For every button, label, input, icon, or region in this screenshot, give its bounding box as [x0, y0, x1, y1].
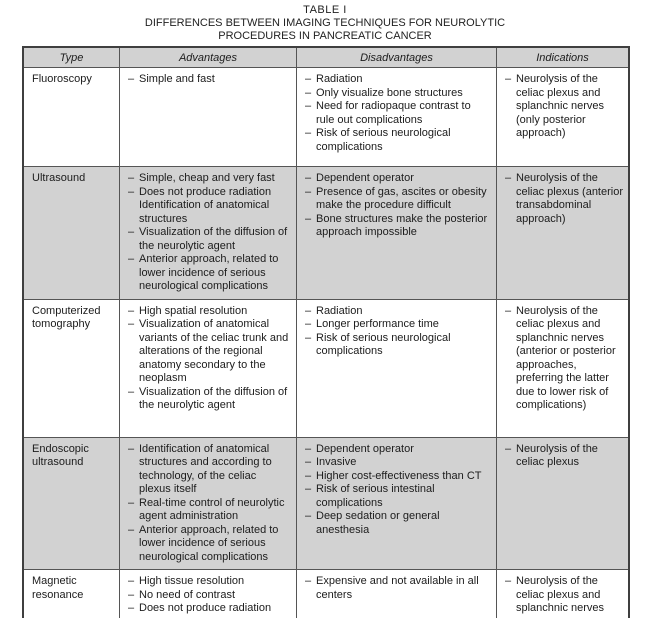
bullet-item: [305, 186, 491, 213]
bullet-dash: –: [128, 172, 135, 184]
bullet-item: [128, 575, 291, 589]
bullet-text: Deep sedation or general anesthesia: [316, 510, 440, 536]
table-title-line1: DIFFERENCES BETWEEN IMAGING TECHNIQUES FOR NEUROLYTIC: [144, 17, 506, 29]
bullet-text: High tissue resolution: [139, 575, 245, 587]
bullet-text: Visualization of the diffusion of the neurolytic agent: [139, 226, 288, 252]
bullet-dash: –: [305, 510, 312, 522]
column-header-advantages: Advantages: [120, 48, 297, 67]
bullet-dash: –: [505, 73, 512, 85]
bullet-text: Neurolysis of the celiac plexus and splanchnic nerves (anterior or posterior approaches, preferring the latter due to lower risk of complications): [516, 304, 616, 411]
table-row: [24, 166, 628, 299]
cell-advantages: [120, 300, 297, 437]
table-caption: [0, 0, 650, 43]
bullet-text: Identification of anatomical structures and according to technology, of the celiac plexus itself: [139, 442, 272, 495]
bullet-dash: –: [128, 588, 135, 601]
bullet-item: [128, 226, 291, 253]
bullet-dash: –: [305, 172, 312, 184]
bullet-text: Anterior approach, related to lower incidence of serious neurological complications: [139, 253, 279, 292]
cell-disadvantages: [297, 300, 497, 437]
cell-disadvantages: [297, 167, 497, 299]
bullet-dash: –: [305, 86, 312, 99]
bullet-dash: –: [128, 185, 135, 198]
comparison-table: [22, 46, 630, 618]
cell-advantages: [120, 438, 297, 570]
bullet-text: Bone structures make the posterior approach impossible: [316, 212, 488, 238]
column-header-disadvantages: Disadvantages: [297, 48, 497, 67]
bullet-item: [128, 386, 291, 413]
bullet-item: [128, 253, 291, 294]
bullet-text: Risk of serious intestinal complications: [316, 483, 435, 509]
bullet-item: [128, 602, 291, 616]
bullet-text: Neurolysis of the celiac plexus and splanchnic nerves (only posterior approach): [516, 73, 605, 139]
bullet-text: Neurolysis of the celiac plexus and splanchnic nerves: [516, 575, 605, 614]
bullet-item: [128, 73, 291, 87]
bullet-item: [128, 524, 291, 565]
bullet-dash: –: [305, 469, 312, 482]
bullet-item: [305, 172, 491, 186]
bullet-dash: –: [128, 442, 135, 455]
bullet-dash: –: [128, 73, 135, 85]
bullet-dash: –: [305, 73, 312, 85]
bullet-text: Dependent operator: [316, 442, 414, 455]
bullet-text: Visualization of the diffusion of the neurolytic agent: [139, 385, 288, 411]
bullet-text: Does not produce radiation Identification of anatomical structures: [139, 185, 272, 225]
bullet-item: [305, 87, 491, 101]
bullet-text: Presence of gas, ascites or obesity make the procedure difficult: [316, 185, 487, 211]
bullet-text: Anterior approach, related to lower incidence of serious neurological complications: [139, 523, 279, 563]
bullet-dash: –: [128, 385, 135, 398]
cell-indications: [497, 570, 628, 618]
bullet-item: [305, 470, 491, 484]
bullet-dash: –: [128, 523, 135, 536]
cell-type: Computerized tomography: [24, 300, 120, 437]
bullet-text: Radiation: [316, 73, 363, 85]
table-row: [24, 437, 628, 570]
bullet-item: [305, 332, 491, 359]
bullet-text: Neurolysis of the celiac plexus (anterior transabdominal approach): [516, 172, 623, 225]
table-row: [24, 569, 628, 618]
bullet-text: Does not produce radiation: [139, 602, 272, 614]
bullet-item: [305, 575, 491, 602]
bullet-item: [305, 510, 491, 537]
table-body: [24, 68, 628, 618]
bullet-dash: –: [305, 100, 312, 112]
cell-type: Endoscopic ultrasound: [24, 438, 120, 570]
cell-type: Fluoroscopy: [24, 68, 120, 166]
bullet-item: [305, 100, 491, 127]
bullet-item: [305, 443, 491, 457]
bullet-dash: –: [128, 602, 135, 614]
bullet-text: Risk of serious neurological complications: [316, 127, 451, 153]
bullet-text: Longer performance time: [316, 318, 439, 330]
bullet-dash: –: [305, 483, 312, 495]
cell-type: Magnetic resonance: [24, 570, 120, 618]
bullet-dash: –: [505, 304, 512, 317]
bullet-dash: –: [128, 226, 135, 238]
bullet-dash: –: [305, 318, 312, 330]
bullet-item: [505, 305, 623, 413]
bullet-dash: –: [128, 318, 135, 330]
bullet-item: [505, 73, 623, 141]
bullet-dash: –: [305, 575, 312, 587]
table-number: TABLE I: [303, 4, 347, 16]
bullet-dash: –: [128, 253, 135, 265]
cell-disadvantages: [297, 570, 497, 618]
bullet-text: Risk of serious neurological complications: [316, 331, 451, 357]
bullet-item: [128, 443, 291, 497]
cell-advantages: [120, 570, 297, 618]
table-title-line2: PROCEDURES IN PANCREATIC CANCER: [218, 30, 432, 42]
bullet-text: No need of contrast: [139, 588, 236, 601]
cell-indications: [497, 167, 628, 299]
table-row: [24, 68, 628, 166]
bullet-dash: –: [305, 127, 312, 139]
bullet-dash: –: [305, 212, 312, 225]
column-header-type: Type: [24, 48, 120, 67]
bullet-item: [128, 497, 291, 524]
cell-indications: [497, 68, 628, 166]
cell-advantages: [120, 167, 297, 299]
column-header-indications: Indications: [536, 51, 589, 64]
table-header-row: [24, 48, 628, 68]
bullet-text: Need for radiopaque contrast to rule out complications: [316, 100, 471, 126]
bullet-text: Radiation: [316, 304, 363, 317]
bullet-dash: –: [128, 575, 135, 587]
bullet-item: [128, 318, 291, 386]
bullet-item: [505, 443, 623, 470]
bullet-text: Invasive: [316, 456, 357, 468]
bullet-item: [128, 186, 291, 227]
bullet-item: [305, 456, 491, 470]
bullet-item: [505, 172, 623, 226]
cell-indications: [497, 300, 628, 437]
bullet-text: Simple, cheap and very fast: [139, 172, 275, 184]
bullet-text: Dependent operator: [316, 172, 414, 184]
bullet-dash: –: [505, 575, 512, 587]
bullet-item: [305, 213, 491, 240]
bullet-dash: –: [128, 496, 135, 509]
bullet-dash: –: [305, 185, 312, 198]
bullet-text: Visualization of anatomical variants of the celiac trunk and alterations of the regional anatomy secondary to the neoplasm: [139, 318, 289, 384]
cell-disadvantages: [297, 438, 497, 570]
cell-type: Ultrasound: [24, 167, 120, 299]
bullet-text: Simple and fast: [139, 73, 215, 85]
bullet-item: [505, 575, 623, 616]
bullet-dash: –: [305, 442, 312, 455]
bullet-item: [128, 305, 291, 319]
bullet-text: Only visualize bone structures: [316, 86, 463, 99]
cell-advantages: [120, 68, 297, 166]
bullet-dash: –: [305, 331, 312, 344]
bullet-text: Neurolysis of the celiac plexus: [516, 442, 598, 468]
bullet-text: Real-time control of neurolytic agent administration: [139, 496, 285, 522]
bullet-item: [128, 172, 291, 186]
cell-indications: [497, 438, 628, 570]
cell-disadvantages: [297, 68, 497, 166]
bullet-dash: –: [305, 456, 312, 468]
bullet-dash: –: [128, 304, 135, 317]
bullet-text: High spatial resolution: [139, 304, 248, 317]
bullet-item: [305, 305, 491, 319]
table-row: [24, 299, 628, 437]
bullet-item: [128, 589, 291, 603]
bullet-item: [305, 73, 491, 87]
bullet-item: [305, 318, 491, 332]
bullet-dash: –: [505, 442, 512, 455]
bullet-text: Higher cost-effectiveness than CT: [316, 469, 482, 482]
bullet-item: [305, 127, 491, 154]
bullet-dash: –: [505, 172, 512, 184]
bullet-dash: –: [305, 304, 312, 317]
bullet-item: [305, 483, 491, 510]
bullet-text: Expensive and not available in all centers: [316, 575, 479, 601]
